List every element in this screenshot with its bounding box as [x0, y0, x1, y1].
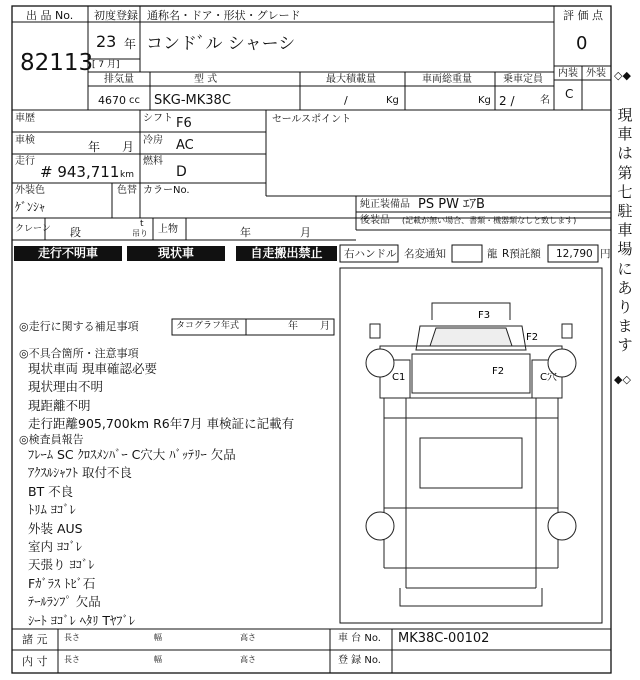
reg-year: 23: [96, 32, 117, 51]
list-item: 現状理由不明: [28, 379, 104, 395]
inspector-label: ◎検査員報告: [19, 433, 84, 446]
crane-label: クレーン: [15, 224, 51, 234]
inspection-label: 車検: [15, 135, 35, 146]
list-item: Fｶﾞﾗｽ ﾄﾋﾞ石: [28, 575, 96, 591]
list-item: 室内 ﾖｺﾞﾚ: [28, 539, 82, 555]
aircon-label: 冷房: [143, 135, 163, 146]
ext-color-label: 外装色: [15, 185, 45, 196]
color-no-label: カラーNo.: [143, 185, 190, 196]
list-item: ﾄﾘﾑ ﾖｺﾞﾚ: [28, 502, 76, 518]
max-load-unit: Kg: [386, 95, 399, 106]
sidebar-text: 現車は第七駐車場にあります: [617, 106, 633, 355]
crane-step: 段: [70, 226, 81, 239]
capacity-unit: 名: [540, 95, 550, 106]
reg-no-label: 登 録 No.: [338, 655, 381, 666]
color-change-label: 色替: [117, 185, 137, 196]
equip-label: 純正装備品: [360, 199, 410, 210]
tacho-month: 月: [320, 321, 330, 332]
crane-t: t: [140, 219, 144, 229]
displacement-label: 排気量: [104, 74, 134, 85]
history-label: 車歴: [15, 113, 35, 124]
reg-month: [ 7 月]: [92, 60, 120, 70]
sidebar-bottom-mark: ◆◇: [614, 373, 631, 386]
list-item: 外装 AUS: [28, 520, 83, 536]
tacho-year: 年: [288, 321, 298, 332]
right-handle: 右ハンドル: [344, 248, 397, 260]
recycle-yen: 円: [600, 248, 611, 260]
eval-label: 評 価 点: [563, 9, 603, 22]
damage-c1: C1: [392, 372, 406, 383]
list-item: ｼｰﾄ ﾖｺﾞﾚ ﾍﾀﾘ Tﾔﾌﾞﾚ: [28, 612, 136, 628]
truck-diagram: [340, 268, 602, 623]
gross-weight-label: 車両総重量: [422, 74, 472, 85]
upper-month: 月: [300, 226, 311, 239]
equip: PS PW ｴｱB: [418, 197, 485, 212]
upper-year: 年: [240, 226, 251, 239]
first-reg-label: 初度登録: [94, 9, 138, 22]
eval-score: 0: [576, 33, 588, 54]
aircon: AC: [176, 138, 194, 153]
status-no-self-drive: 自走搬出禁止: [236, 246, 337, 261]
car-name-label: 通称名・ドア・形状・グレード: [147, 9, 301, 22]
gross-weight-unit: Kg: [478, 95, 491, 106]
list-item: 現距離不明: [28, 397, 91, 413]
inside-length: 長さ: [64, 655, 80, 664]
car-name: コンドﾞル シャーシ: [146, 34, 296, 54]
dims-width: 幅: [154, 633, 162, 642]
fuel: D: [176, 164, 187, 180]
damage-f3: F3: [478, 310, 491, 321]
sales-point-label: セールスポイント: [272, 114, 352, 125]
max-load-label: 最大積載量: [326, 74, 376, 85]
lot-no: 82113: [20, 50, 94, 76]
dims-height: 高さ: [240, 633, 256, 642]
list-item: ﾌﾚｰﾑ SC ｸﾛｽﾒﾝﾊﾞｰ C穴大 ﾊﾞｯﾃﾘｰ 欠品: [28, 447, 236, 462]
defects-list: [28, 360, 294, 434]
dims-label: 諸 元: [22, 633, 48, 646]
mileage: # 943,711: [40, 163, 120, 181]
recycle-pre: ⿓: [487, 248, 498, 260]
mileage-label: 走行: [15, 156, 35, 167]
name-change-label: 名変通知: [404, 248, 446, 260]
model-label: 型 式: [194, 74, 218, 85]
inspection-month-unit: 月: [122, 140, 135, 154]
supplement-label: ◎走行に関する補足事項: [19, 320, 139, 333]
interior-label: 内装: [558, 68, 578, 79]
upper-label: 上物: [158, 224, 178, 235]
status-unknown-mileage: 走行不明車: [14, 246, 122, 261]
dims-length: 長さ: [64, 633, 80, 642]
tachograph-label: タコグラフ年式: [176, 321, 240, 331]
reg-year-unit: 年: [124, 37, 137, 51]
ext-color: ｹﾞﾝｼｬ: [15, 200, 46, 214]
crane-lift: 吊り: [132, 229, 148, 238]
capacity-label: 乗車定員: [503, 74, 543, 85]
parking-notice: [612, 62, 638, 392]
list-item: ｱｸｽﾙｼｬﾌﾄ 取付不良: [28, 465, 132, 481]
list-item: 天張り ﾖｺﾞﾚ: [28, 557, 95, 573]
inspector-list: [28, 446, 236, 630]
chassis-label: 車 台 No.: [338, 633, 381, 644]
list-item: 現状車両 現車確認必要: [28, 361, 157, 376]
sidebar-top-mark: ◇◆: [614, 69, 631, 82]
inside-label: 内 寸: [22, 655, 48, 668]
status-as-is: 現状車: [127, 246, 225, 261]
displacement: 4670: [98, 94, 126, 107]
inside-width: 幅: [154, 655, 162, 664]
defects-label: ◎不具合箇所・注意事項: [19, 347, 139, 360]
list-item: 走行距離905,700km R6年7月 車検証に記載有: [28, 416, 295, 432]
inside-height: 高さ: [240, 655, 256, 664]
option-label: 後装品: [360, 215, 390, 226]
list-item: BT 不良: [28, 483, 74, 499]
damage-f2-center: F2: [492, 366, 505, 377]
chassis-no: MK38C-00102: [398, 631, 490, 646]
damage-f2-right: F2: [526, 332, 539, 343]
interior-grade: C: [565, 87, 574, 101]
list-item: ﾃｰﾙﾗﾝﾌﾟ 欠品: [28, 594, 101, 610]
inspection-year-unit: 年: [88, 140, 101, 154]
exterior-label: 外装: [586, 68, 606, 79]
damage-c-hole: C穴: [540, 372, 557, 383]
shift-label: シフト: [143, 113, 173, 124]
capacity: 2 /: [499, 94, 515, 108]
shift: F6: [176, 116, 192, 131]
lot-no-label: 出 品 No.: [26, 9, 74, 22]
mileage-unit: km: [120, 170, 134, 180]
model: SKG-MK38C: [154, 93, 231, 108]
fuel-label: 燃料: [143, 156, 163, 167]
displacement-unit: cc: [129, 95, 140, 106]
option-note: (記載が無い場合、書類・機器類なしと致します): [402, 216, 577, 225]
recycle-amount: 12,790: [556, 248, 593, 260]
max-load: /: [344, 94, 348, 107]
recycle-label: R預託額: [502, 248, 541, 260]
